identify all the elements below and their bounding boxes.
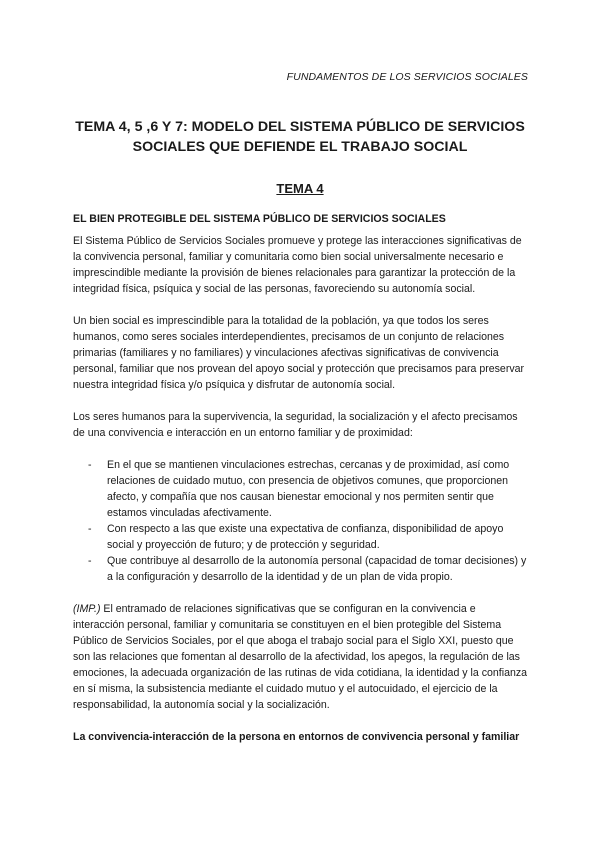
dash-list [73,457,528,585]
document-body [73,211,528,745]
imp-label: (IMP.) [73,603,101,615]
list-item: - Con respecto a las que existe una expectativa de confianza, disponibilidad de apoyo social y proyección de futuro; y de protección y seguridad. [107,521,528,553]
paragraph-4-text: El entramado de relaciones significativas que se configuran en la convivencia e interacción personal, familiar y comunitaria se constituyen en el bien protegible del Sistema Público de Servicios Sociales, por el que aboga el trabajo social para el Siglo XXI, puesto que son las relaciones que fomentan al desarrollo de la afectividad, los apegos, la regulación de las emociones, la adecuada organización de las rutinas de vida cotidiana, la identidad y la confianza en sí misma, la subsistencia mediante el cuidado mutuo y el autocuidado, el ejercicio de la responsabilidad, la autonomía social y la socialización. [73,603,528,711]
paragraph-3: Los seres humanos para la supervivencia, la seguridad, la socialización y el afecto precisamos de una convivencia e interacción en un entorno familiar y de proximidad: [73,411,518,439]
paragraph-4 [73,601,528,713]
list-item: - Que contribuye al desarrollo de la autonomía personal (capacidad de tomar decisiones) y a la configuración y desarrollo de la identidad y de un plan de vida propio. [107,553,528,585]
paragraph-1: El Sistema Público de Servicios Sociales promueve y protege las interacciones significativas de la convivencia personal, familiar y comunitaria como bien social universalmente necesario e imprescindible mediante la provisión de bienes relacionales para garantizar la protección de la integridad física, psíquica y social de las personas, favoreciendo su autonomía social. [73,235,522,295]
section-title: TEMA 4 [276,181,324,196]
document-title: TEMA 4, 5 ,6 Y 7: MODELO DEL SISTEMA PÚBLICO DE SERVICIOS SOCIALES QUE DEFIENDE EL TRABAJO SOCIAL [75,119,525,155]
paragraph-2: Un bien social es imprescindible para la totalidad de la población, ya que todos los seres humanos, como seres sociales interdependientes, precisamos de un conjunto de relaciones primarias (familiares y no familiares) y vinculaciones afectivas significativas de convivencia personal, familiar que nos provean del apoyo social y protección que precisamos para preservar nuestra integridad física y/o psíquica y disfrutar de autonomía social. [73,315,525,391]
subheading: EL BIEN PROTEGIBLE DEL SISTEMA PÚBLICO DE SERVICIOS SOCIALES [73,213,446,225]
subheading-2: La convivencia-interacción de la persona en entornos de convivencia personal y familiar [73,731,520,743]
running-header: FUNDAMENTOS DE LOS SERVICIOS SOCIALES [286,71,528,83]
list-item: - En el que se mantienen vinculaciones estrechas, cercanas y de proximidad, así como relaciones de cuidado mutuo, con presencia de objetivos comunes, que proporcionen afecto, y compañía que nos causan bienestar emocional y nos permiten sentir que estamos vinculadas afectivamente. [107,457,528,521]
